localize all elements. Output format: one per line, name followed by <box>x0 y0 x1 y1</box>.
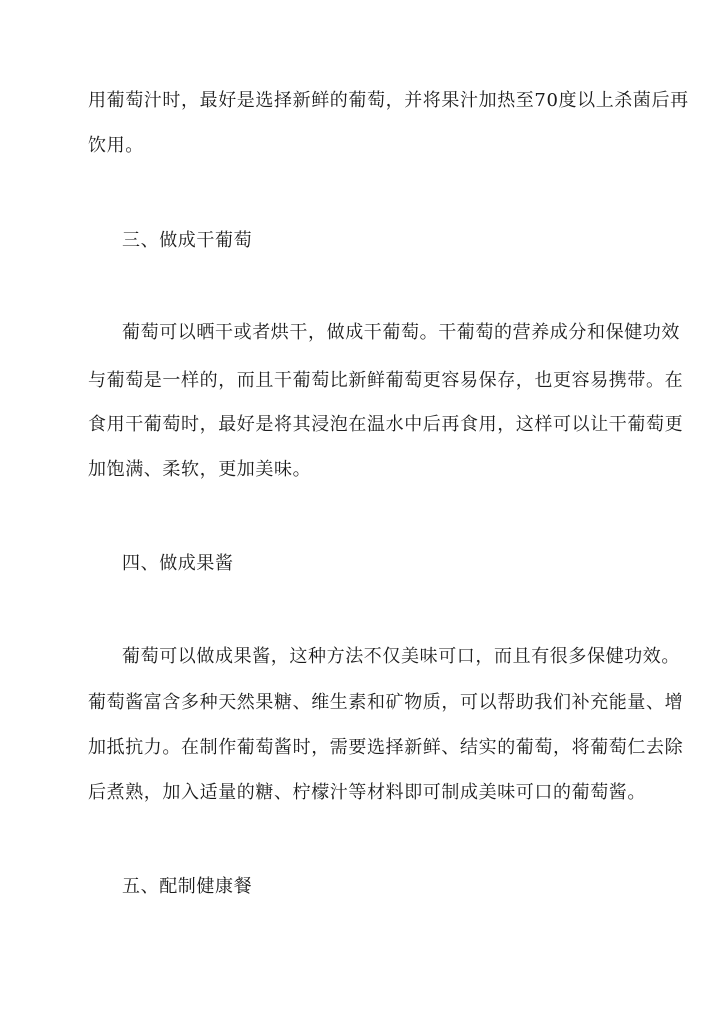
paragraph-line: 用葡萄汁时，最好是选择新鲜的葡萄，并将果汁加热至70度以上杀菌后再 <box>88 90 689 111</box>
section-heading: 五、配制健康餐 <box>122 876 253 897</box>
section-heading: 三、做成干葡萄 <box>122 230 253 251</box>
paragraph-line: 葡萄酱富含多种天然果糖、维生素和矿物质，可以帮助我们补充能量、增 <box>88 692 684 713</box>
paragraph-line: 饮用。 <box>88 135 144 156</box>
paragraph-line: 葡萄可以做成果酱，这种方法不仅美味可口，而且有很多保健功效。 <box>122 646 680 667</box>
section-heading: 四、做成果酱 <box>122 553 234 574</box>
paragraph-line: 葡萄可以晒干或者烘干，做成干葡萄。干葡萄的营养成分和保健功效 <box>122 322 680 343</box>
paragraph-line: 后煮熟，加入适量的糖、柠檬汁等材料即可制成美味可口的葡萄酱。 <box>88 782 646 803</box>
paragraph-line: 加饱满、柔软，更加美味。 <box>88 459 312 480</box>
paragraph-line: 与葡萄是一样的，而且干葡萄比新鲜葡萄更容易保存，也更容易携带。在 <box>88 370 684 391</box>
paragraph-line: 食用干葡萄时，最好是将其浸泡在温水中后再食用，这样可以让干葡萄更 <box>88 414 684 435</box>
paragraph-line: 加抵抗力。在制作葡萄酱时，需要选择新鲜、结实的葡萄，将葡萄仁去除 <box>88 737 684 758</box>
